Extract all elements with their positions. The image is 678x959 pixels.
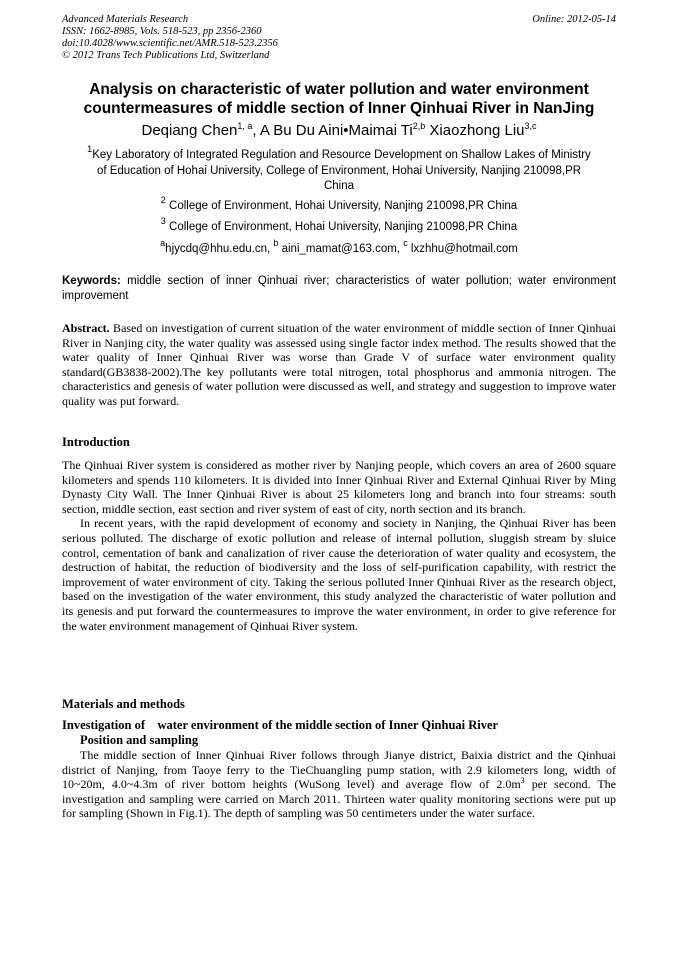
methods-paragraph-1-part-b: per second. The investigation and sampling were carried on March 2011. Thirteen water quality monitoring sections were put up for sampling (Shown in Fig.1). The depth of sampling was 50 centimeters under the water surface. [62, 777, 616, 821]
introduction-paragraph-2: In recent years, with the rapid development of economy and society in Nanjing, the Qinhuai River has been serious polluted. The discharge of exotic pollution and release of internal pollution, sluggish stream by sluice control, cementation of bank and canalization of river cause the deterioration of water quality and ecosystem, the destruction of habitat, the reduction of biodiversity and the loss of self-purification capability, with restrict the improvement of water environment of city. Taking the serious polluted Inner Qinhuai River as the research object, based on the investigation of the water environment, this study analyzed the characteristic of water pollution and its genesis and put forward the countermeasures to improve the water environment, in order to give reference for the water environment management of Qinhuai River system. [62, 516, 616, 633]
title-line-1: Analysis on characteristic of water pollution and water environment [89, 81, 589, 98]
author-2-affiliation: 2,b [412, 121, 426, 131]
affiliation-1-line-2: of Education of Hohai University, College of Environment, Hohai University, Nanjing 210098,PR [96, 164, 582, 177]
methods-section [62, 697, 616, 821]
journal-name: Advanced Materials Research [62, 14, 189, 25]
methods-subheading: Investigation of water environment of the middle section of Inner Qinhuai River [62, 718, 499, 732]
keywords [62, 274, 616, 304]
affiliation-3 [62, 216, 616, 236]
journal-header [62, 14, 616, 62]
email-1-marker: a [160, 238, 166, 248]
abstract-label: Abstract. [62, 321, 110, 335]
introduction-heading: Introduction [62, 435, 130, 449]
author-list [40, 122, 638, 140]
methods-heading: Materials and methods [62, 697, 185, 711]
affiliation-2 [62, 195, 616, 215]
abstract [62, 321, 616, 409]
title-line-2: countermeasures of middle section of Inner Qinhuai River in NanJing [83, 100, 595, 117]
affiliation-2-marker: 2 [160, 195, 166, 205]
introduction-paragraph-1: The Qinhuai River system is considered as mother river by Nanjing people, which covers an area of 2600 square kilometers and spends 110 kilometers. It is divided into Inner Qinhuai River and External Qinhuai River by Ming Dynasty City Wall. The Inner Qinhuai River is about 25 kilometers long and branch into four streams: south section, middle section, east section and river system of east of city, north section and its branch. [62, 458, 616, 516]
keywords-label: Keywords: [62, 275, 121, 287]
email-1[interactable]: hjycdq@hhu.edu.cn, [165, 243, 274, 255]
affiliation-1-marker: 1 [87, 144, 93, 154]
email-2-marker: b [273, 238, 279, 248]
author-separator: , [252, 122, 260, 139]
author-3-affiliation: 3,c [524, 121, 537, 131]
keywords-text: middle section of inner Qinhuai river; characteristics of water pollution; water environment improvement [62, 275, 616, 302]
methods-paragraph-1 [62, 748, 616, 821]
author-2: A Bu Du Aini•Maimai Ti [259, 122, 413, 139]
affiliation-1 [62, 144, 616, 195]
email-2[interactable]: aini_mamat@163.com, [278, 243, 404, 255]
abstract-text: Based on investigation of current situation of the water environment of middle section of Inner Qinhuai River in Nanjing city, the water quality was assessed using single factor index method. The results showed that the water quality of Inner Qinhuai River was worse than Grade V of surface water environment quality standard(GB3838-2002).The key pollutants were total nitrogen, total phosphorus and ammonia nitrogen. The characteristics and genesis of water pollution were discussed as well, and strategy and suggestion to improve water quality was put forward. [62, 321, 616, 408]
position-sampling-heading: Position and sampling [80, 733, 199, 747]
author-1: Deqiang Chen [141, 122, 238, 139]
issn-line: ISSN: 1662-8985, Vols. 518-523, pp 2356-2360 [62, 26, 262, 37]
affiliation-2-text: College of Environment, Hohai University, Nanjing 210098,PR China [165, 200, 518, 212]
online-date: Online: 2012-05-14 [532, 14, 616, 25]
affiliation-3-text: College of Environment, Hohai University, Nanjing 210098,PR China [165, 221, 518, 233]
copyright-line: © 2012 Trans Tech Publications Ltd, Switzerland [62, 50, 270, 61]
doi-line: doi:10.4028/www.scientific.net/AMR.518-523.2356 [62, 38, 278, 49]
affiliation-1-line-1: Key Laboratory of Integrated Regulation and Resource Development on Shallow Lakes of Ministry [92, 149, 591, 161]
email-line [62, 238, 616, 257]
email-3[interactable]: lxzhhu@hotmail.com [407, 243, 518, 255]
introduction-section [62, 435, 616, 633]
affiliation-3-marker: 3 [160, 216, 166, 226]
paper-title [40, 80, 638, 118]
author-1-affiliation: 1, a [237, 121, 253, 131]
email-3-marker: c [403, 238, 408, 248]
affiliation-1-line-3: China [323, 180, 355, 192]
cubic-superscript: 3 [520, 776, 525, 786]
author-3: Xiaozhong Liu [429, 122, 525, 139]
methods-paragraph-1-part-a: The middle section of Inner Qinhuai River follows through Jianye district, Baixia district and the Qinhuai district of Nanjing, from Taoye ferry to the TieChuangling pump station, with 2.9 kilometers long, width of 10~20m, 4.0~4.3m of river bottom heights (WuSong level) and average flow of 2.0m [62, 748, 616, 792]
